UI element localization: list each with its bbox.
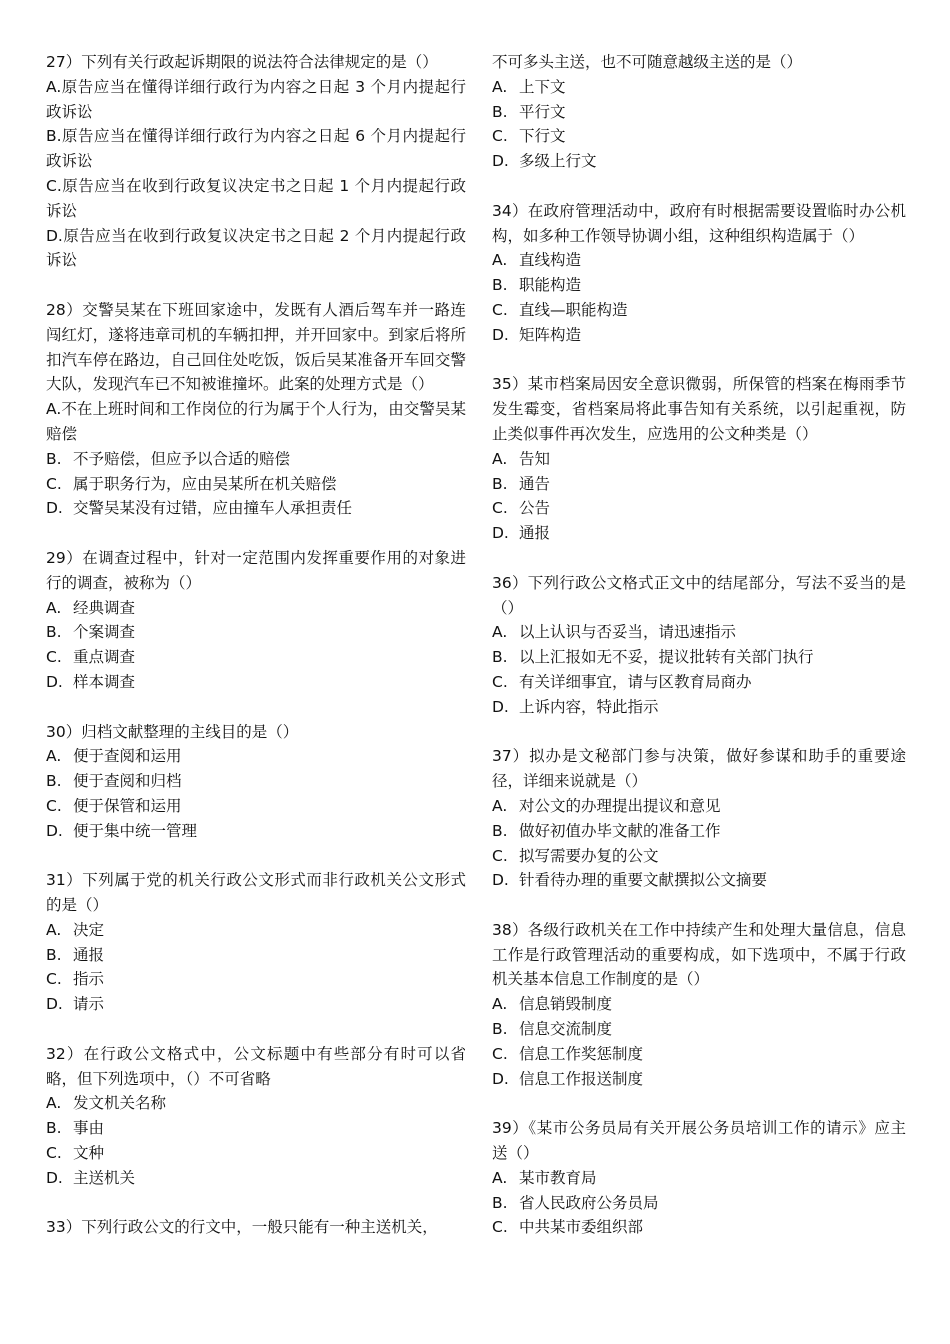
question-39 <box>492 1116 906 1240</box>
question-32 <box>46 1042 466 1191</box>
question-stem: 32）在行政公文格式中，公文标题中有些部分有时可以省略，但下列选项中，（）不可省略 <box>46 1044 466 1088</box>
option-letter: C. <box>492 1218 508 1237</box>
option-d <box>492 695 906 720</box>
question-37 <box>492 744 906 893</box>
option-d <box>46 992 466 1017</box>
question-38 <box>492 918 906 1092</box>
option-text: 信息工作报送制度 <box>519 1069 644 1088</box>
option-c <box>492 1215 906 1240</box>
question-stem: 36）下列行政公文格式正文中的结尾部分，写法不妥当的是（） <box>492 573 906 617</box>
question-stem: 31）下列属于党的机关行政公文形式而非行政机关公文形式的是（） <box>46 871 466 915</box>
option-text: 告知 <box>519 449 551 468</box>
option-a <box>492 620 906 645</box>
option-text: 不在上班时间和工作岗位的行为属于个人行为，由交警吴某赔偿 <box>46 400 466 443</box>
option-d <box>492 868 906 893</box>
option-text: 省人民政府公务员局 <box>519 1193 659 1212</box>
question-stem: 不可多头主送，也不可随意越级主送的是（） <box>492 53 803 71</box>
option-text: 通报 <box>519 524 551 543</box>
option-text: 便于查阅和归档 <box>73 772 182 791</box>
option-text: 直线构造 <box>519 251 582 270</box>
option-letter: D. <box>46 226 63 245</box>
option-d <box>492 521 906 546</box>
option-letter: C. <box>492 1044 508 1063</box>
option-text: 便于集中统一管理 <box>73 821 198 840</box>
option-letter: B. <box>46 1119 62 1138</box>
option-text: 公告 <box>519 499 551 518</box>
option-a <box>46 75 466 125</box>
option-letter: D. <box>492 697 509 716</box>
option-text: 以上认识与否妥当，请迅速指示 <box>519 623 737 642</box>
option-letter: D. <box>46 499 63 518</box>
option-text: 矩阵构造 <box>519 325 582 344</box>
option-letter: D. <box>46 672 63 691</box>
option-letter: A. <box>46 400 62 419</box>
option-letter: A. <box>46 747 62 766</box>
option-letter: B. <box>492 276 508 295</box>
option-a <box>492 447 906 472</box>
option-letter: A. <box>492 449 508 468</box>
option-text: 决定 <box>73 920 105 939</box>
option-letter: D. <box>46 821 63 840</box>
option-letter: C. <box>46 648 62 667</box>
option-a <box>46 918 466 943</box>
option-text: 职能构造 <box>519 276 582 295</box>
question-stem: 28）交警吴某在下班回家途中，发既有人酒后驾车并一路连闯红灯，遂将违章司机的车辆扣押，并开回家中。到家后将所扣汽车停在路边，自己回住处吃饭，饭后吴某准备开车回交警大队，发现汽车已不知被谁撞坏。此案的处理方式是（） <box>46 300 466 394</box>
option-d <box>46 496 466 521</box>
option-text: 信息交流制度 <box>519 1020 613 1039</box>
option-a <box>492 794 906 819</box>
option-letter: A. <box>46 920 62 939</box>
option-text: 做好初值办毕文献的准备工作 <box>519 821 721 840</box>
option-text: 平行文 <box>519 102 566 121</box>
option-d <box>46 224 466 274</box>
option-c <box>492 124 906 149</box>
option-text: 原告应当在收到行政复议决定书之日起 2 个月内提起行政诉讼 <box>46 226 466 270</box>
option-letter: B. <box>46 449 62 468</box>
option-text: 经典调查 <box>73 598 136 617</box>
option-c <box>492 1042 906 1067</box>
option-text: 重点调查 <box>73 648 136 667</box>
option-b <box>46 1116 466 1141</box>
option-letter: C. <box>492 300 508 319</box>
option-letter: C. <box>492 127 508 146</box>
option-text: 原告应当在懂得详细行政行为内容之日起 3 个月内提起行政诉讼 <box>46 77 466 121</box>
option-d <box>492 149 906 174</box>
question-30 <box>46 720 466 844</box>
question-stem: 33）下列行政公文的行文中，一般只能有一种主送机关， <box>46 1218 438 1237</box>
option-text: 原告应当在懂得详细行政行为内容之日起 6 个月内提起行政诉讼 <box>46 127 466 171</box>
option-letter: C. <box>492 846 508 865</box>
option-b <box>492 100 906 125</box>
option-text: 主送机关 <box>73 1168 136 1187</box>
option-text: 下行文 <box>519 127 566 146</box>
option-letter: A. <box>46 77 62 96</box>
option-letter: B. <box>46 127 62 146</box>
option-letter: A. <box>492 1168 508 1187</box>
option-text: 中共某市委组织部 <box>519 1218 644 1237</box>
option-letter: C. <box>46 474 62 493</box>
option-text: 多级上行文 <box>519 152 597 171</box>
option-a <box>46 596 466 621</box>
option-letter: D. <box>492 152 509 171</box>
option-text: 个案调查 <box>73 623 136 642</box>
option-c <box>46 1141 466 1166</box>
option-a <box>492 1166 906 1191</box>
option-letter: B. <box>492 821 508 840</box>
question-stem: 39）《某市公务员局有关开展公务员培训工作的请示》应主送（） <box>492 1119 906 1163</box>
option-text: 上下文 <box>519 77 566 96</box>
option-d <box>492 323 906 348</box>
question-stem: 27）下列有关行政起诉期限的说法符合法律规定的是（） <box>46 53 438 71</box>
option-text: 通报 <box>73 945 105 964</box>
right-column <box>492 50 906 1240</box>
option-a <box>492 75 906 100</box>
option-text: 有关详细事宜，请与区教育局商办 <box>519 672 752 691</box>
option-c <box>46 645 466 670</box>
option-text: 事由 <box>73 1119 105 1138</box>
option-c <box>46 794 466 819</box>
option-c <box>492 496 906 521</box>
option-text: 属于职务行为，应由吴某所在机关赔偿 <box>73 474 337 493</box>
option-b <box>492 1191 906 1216</box>
option-letter: D. <box>492 325 509 344</box>
question-stem: 38）各级行政机关在工作中持续产生和处理大量信息，信息工作是行政管理活动的重要构成，如下选项中，不属于行政机关基本信息工作制度的是（） <box>492 920 906 989</box>
option-c <box>492 844 906 869</box>
option-a <box>46 397 466 447</box>
question-36 <box>492 571 906 720</box>
option-text: 交警吴某没有过错，应由撞车人承担责任 <box>73 499 353 518</box>
option-letter: D. <box>46 995 63 1014</box>
option-letter: A. <box>492 251 508 270</box>
option-text: 某市教育局 <box>519 1168 597 1187</box>
option-b <box>492 273 906 298</box>
question-stem: 35）某市档案局因安全意识微弱，所保管的档案在梅雨季节发生霉变，省档案局将此事告知有关系统，以引起重视，防止类似事件再次发生，应选用的公文种类是（） <box>492 375 906 443</box>
option-b <box>492 645 906 670</box>
option-letter: A. <box>492 995 508 1014</box>
option-letter: B. <box>492 648 508 667</box>
option-b <box>46 124 466 174</box>
option-b <box>46 943 466 968</box>
option-letter: C. <box>46 176 62 195</box>
option-text: 发文机关名称 <box>73 1094 167 1113</box>
option-letter: C. <box>46 970 62 989</box>
option-text: 通告 <box>519 474 551 493</box>
option-c <box>46 472 466 497</box>
option-text: 便于保管和运用 <box>73 796 182 815</box>
option-text: 信息销毁制度 <box>519 995 613 1014</box>
option-c <box>492 670 906 695</box>
option-b <box>46 620 466 645</box>
option-text: 样本调查 <box>73 672 136 691</box>
question-stem: 29）在调查过程中，针对一定范围内发挥重要作用的对象进行的调查，被称为（） <box>46 548 466 592</box>
question-28 <box>46 298 466 521</box>
option-b <box>492 472 906 497</box>
question-33-continued <box>492 50 906 174</box>
left-column <box>46 50 466 1240</box>
option-text: 上诉内容，特此指示 <box>519 697 659 716</box>
option-text: 请示 <box>73 995 105 1014</box>
option-letter: A. <box>46 598 62 617</box>
option-c <box>46 174 466 224</box>
option-text: 直线—职能构造 <box>519 300 628 319</box>
option-a <box>46 1091 466 1116</box>
option-a <box>492 248 906 273</box>
option-text: 对公文的办理提出提议和意见 <box>519 796 721 815</box>
question-35 <box>492 372 906 546</box>
option-text: 以上汇报如无不妥，提议批转有关部门执行 <box>519 648 814 667</box>
option-letter: C. <box>492 499 508 518</box>
option-letter: B. <box>492 1020 508 1039</box>
option-letter: C. <box>46 796 62 815</box>
option-c <box>46 967 466 992</box>
option-text: 拟写需要办复的公文 <box>519 846 659 865</box>
option-a <box>492 992 906 1017</box>
option-b <box>492 819 906 844</box>
option-letter: D. <box>492 1069 509 1088</box>
question-27 <box>46 50 466 273</box>
option-letter: A. <box>492 796 508 815</box>
option-letter: A. <box>46 1094 62 1113</box>
option-letter: B. <box>46 945 62 964</box>
option-text: 便于查阅和运用 <box>73 747 182 766</box>
option-a <box>46 744 466 769</box>
option-d <box>46 819 466 844</box>
option-letter: B. <box>492 102 508 121</box>
option-letter: C. <box>492 672 508 691</box>
option-text: 不予赔偿，但应予以合适的赔偿 <box>73 449 291 468</box>
option-letter: B. <box>492 474 508 493</box>
option-letter: B. <box>46 772 62 791</box>
option-letter: D. <box>492 524 509 543</box>
question-34 <box>492 199 906 348</box>
option-text: 文种 <box>73 1144 105 1163</box>
question-stem: 34）在政府管理活动中，政府有时根据需要设置临时办公机构，如多种工作领导协调小组，这种组织构造属于（） <box>492 201 906 245</box>
option-b <box>46 769 466 794</box>
option-letter: D. <box>46 1168 63 1187</box>
option-letter: C. <box>46 1144 62 1163</box>
option-letter: D. <box>492 871 509 890</box>
question-stem: 30）归档文献整理的主线目的是（） <box>46 722 299 741</box>
option-d <box>492 1067 906 1092</box>
option-c <box>492 298 906 323</box>
option-b <box>492 1017 906 1042</box>
option-letter: A. <box>492 77 508 96</box>
option-text: 针看待办理的重要文献撰拟公文摘要 <box>519 871 768 890</box>
question-33-start <box>46 1215 466 1240</box>
option-letter: B. <box>46 623 62 642</box>
option-d <box>46 1166 466 1191</box>
option-d <box>46 670 466 695</box>
option-text: 信息工作奖惩制度 <box>519 1044 644 1063</box>
option-text: 指示 <box>73 970 105 989</box>
question-31 <box>46 868 466 1017</box>
option-letter: B. <box>492 1193 508 1212</box>
option-b <box>46 447 466 472</box>
question-29 <box>46 546 466 695</box>
question-stem: 37）拟办是文秘部门参与决策，做好参谋和助手的重要途径，详细来说就是（） <box>492 747 906 791</box>
option-text: 原告应当在收到行政复议决定书之日起 1 个月内提起行政诉讼 <box>46 176 466 220</box>
option-letter: A. <box>492 623 508 642</box>
